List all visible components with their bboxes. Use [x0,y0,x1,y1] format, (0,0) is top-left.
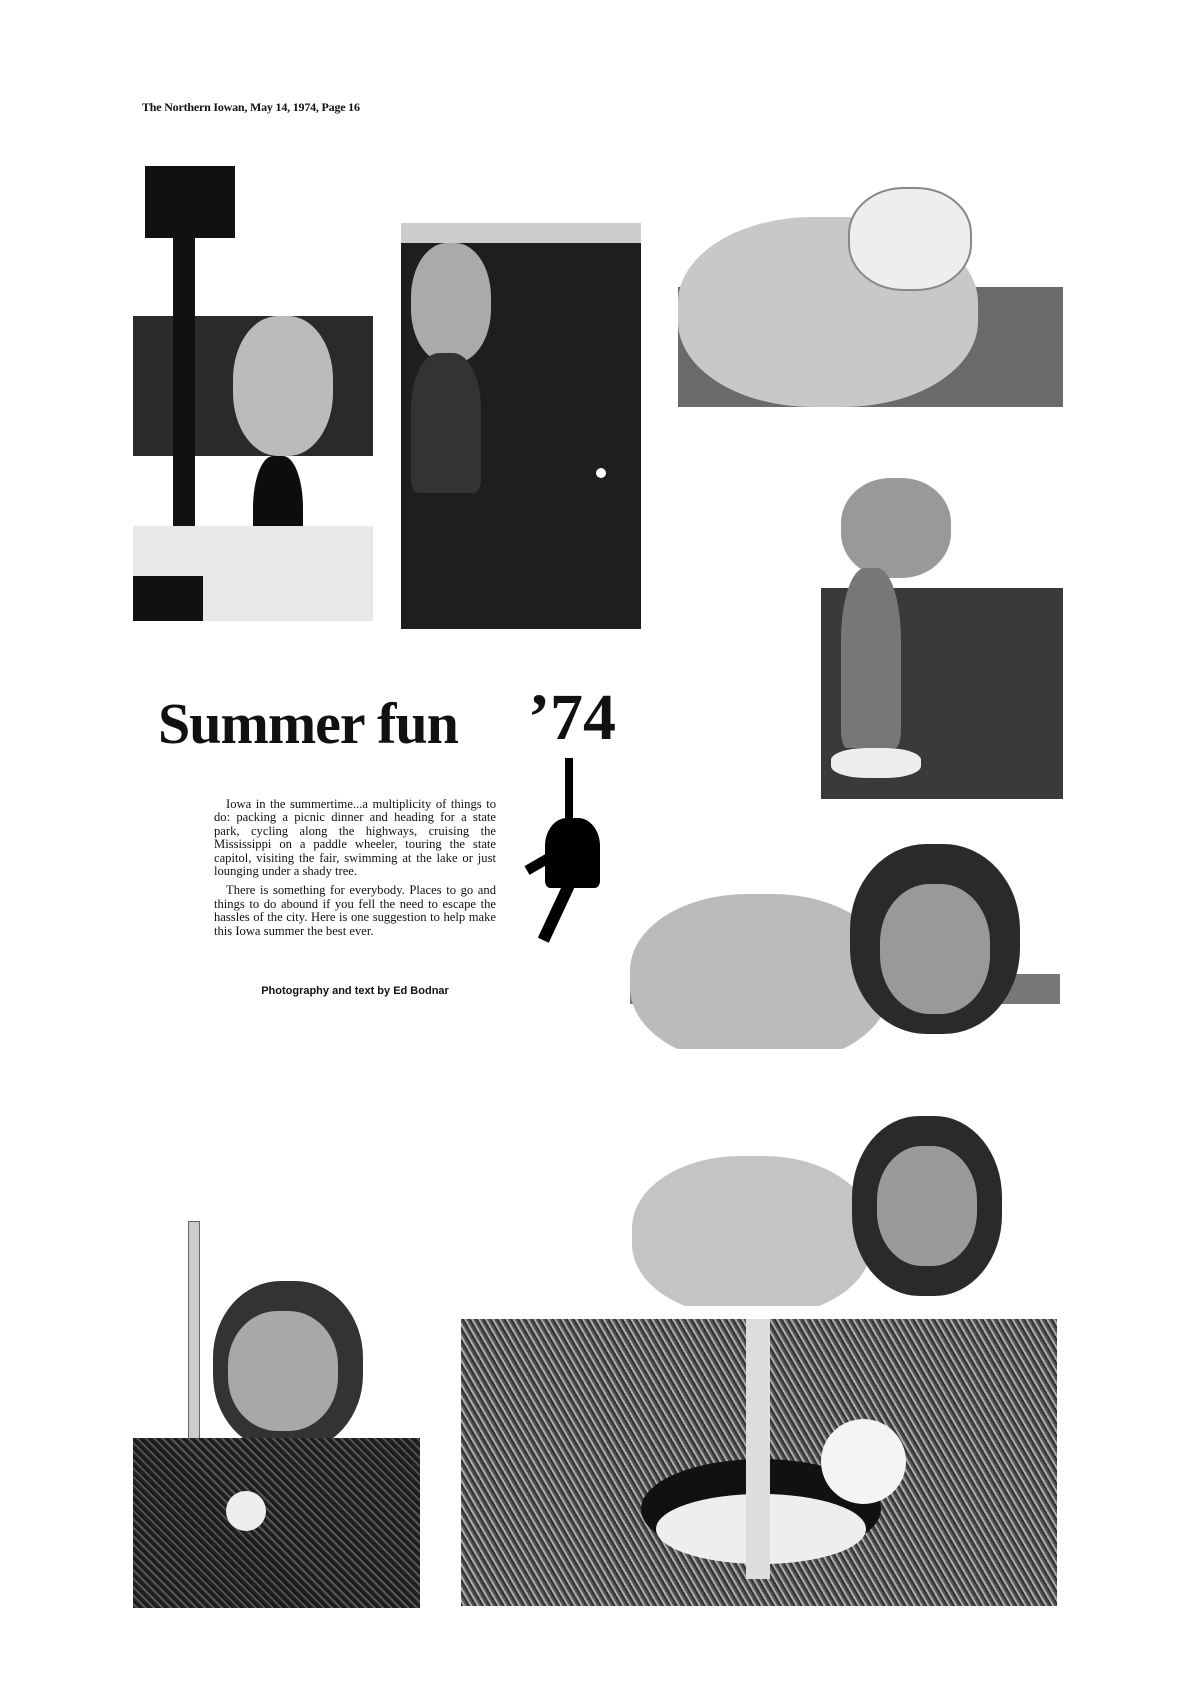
photo-credit: Photography and text by Ed Bodnar [261,985,449,997]
headline-title: Summer fun [158,691,458,756]
headline-year: ’74 [528,681,616,754]
sign-board [145,166,235,238]
photo-golfer-putting [401,223,641,629]
photo-man-laughing [632,1106,1014,1306]
article-paragraph: There is something for everybody. Places to go and things to do abound if you fell the need to escape the hassles of the city. Here is one suggestion to help make this Iowa summer the best ever. [214,883,496,938]
photo-ball-at-hole [461,1319,1057,1606]
photo-golfer-swing-close [678,147,1063,407]
photo-man-shading-eyes [630,834,1060,1049]
photo-man-blowing-ball [133,1221,420,1608]
article-body [214,798,496,944]
photo-man-by-sign [133,166,373,621]
article-paragraph: Iowa in the summertime...a multiplicity of things to do: packing a picnic dinner and heading for a state park, cycling along the highways, cruising the Mississippi on a paddle wheeler, touring the state capitol, visiting the fair, swimming at the lake or just lounging under a shady tree. [214,797,496,879]
page-folio: The Northern Iowan, May 14, 1974, Page 16 [142,100,360,114]
sign-post [173,236,195,526]
hanging-golfer-figure [520,758,620,948]
photo-golfer-swing-far [821,458,1063,799]
